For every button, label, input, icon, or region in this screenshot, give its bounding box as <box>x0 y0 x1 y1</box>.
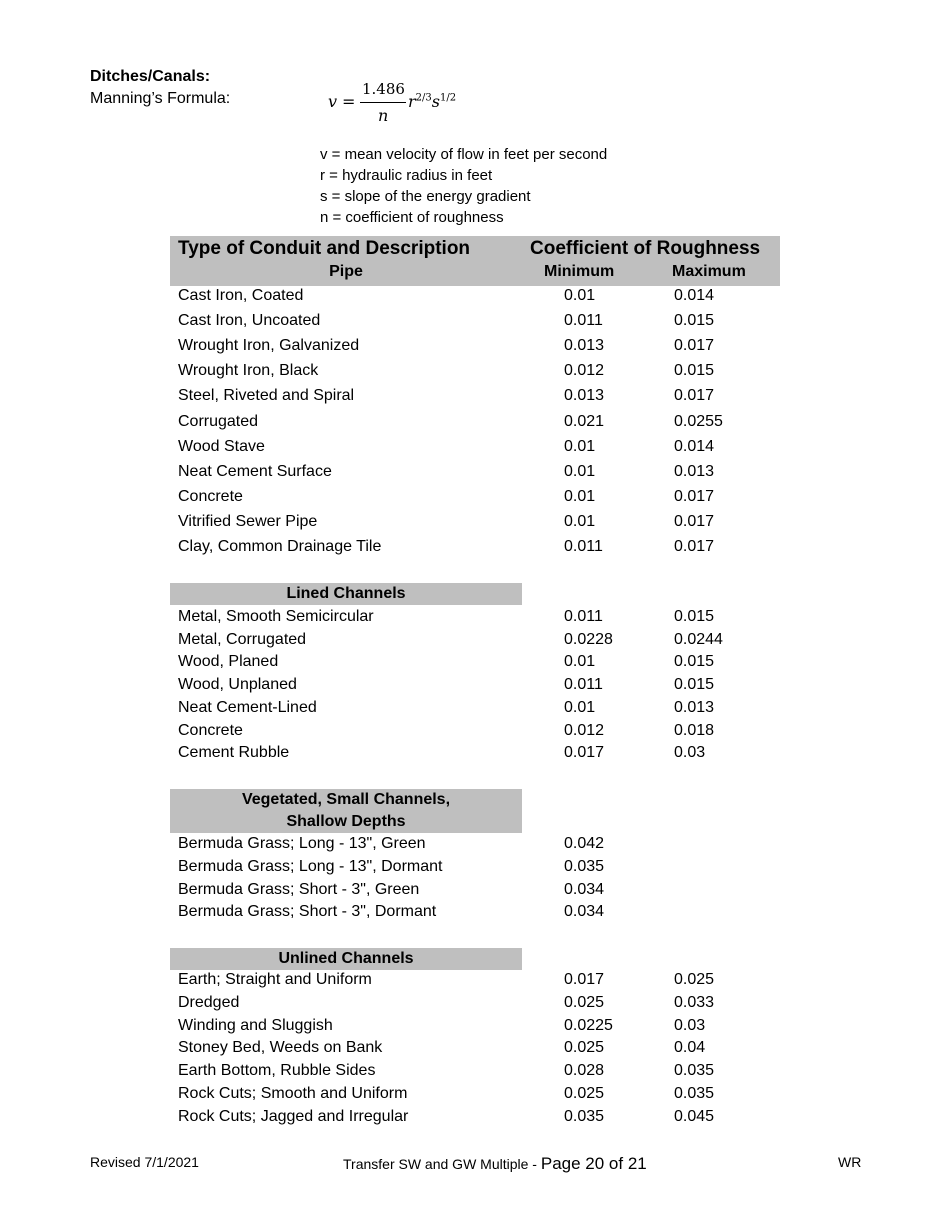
row-description: Clay, Common Drainage Tile <box>178 538 382 555</box>
row-maximum: 0.015 <box>674 653 715 671</box>
row-description: Rock Cuts; Jagged and Irregular <box>178 1107 409 1125</box>
row-minimum: 0.042 <box>564 835 605 852</box>
formula-denominator: n <box>378 106 389 125</box>
row-minimum: 0.01 <box>564 512 596 530</box>
formula-numerator: 1.486 <box>362 80 405 98</box>
column-title-type: Type of Conduit and Description <box>178 238 471 259</box>
row-minimum: 0.01 <box>564 287 596 304</box>
footer-form: Transfer SW and GW Multiple - <box>343 1156 541 1172</box>
row-minimum: 0.011 <box>564 538 603 555</box>
row-minimum: 0.035 <box>564 1107 605 1125</box>
row-maximum: 0.025 <box>674 971 715 988</box>
row-maximum: 0.017 <box>674 387 715 405</box>
row-description: Wrought Iron, Galvanized <box>178 337 360 355</box>
row-maximum: 0.015 <box>674 608 715 625</box>
row-description: Neat Cement-Lined <box>178 698 317 716</box>
variable-definitions <box>320 144 607 228</box>
column-maximum: Maximum <box>672 263 746 280</box>
row-maximum: 0.0244 <box>674 630 723 648</box>
row-minimum: 0.028 <box>564 1062 605 1080</box>
vegetated-label-line2: Shallow Depths <box>286 813 406 830</box>
row-description: Bermuda Grass; Long - 13", Dormant <box>178 857 443 875</box>
row-maximum: 0.0255 <box>674 412 723 430</box>
definition-n: n = coefficient of roughness <box>320 209 504 226</box>
row-maximum: 0.015 <box>674 676 715 694</box>
row-description: Wood, Unplaned <box>178 676 297 694</box>
row-maximum: 0.03 <box>674 1016 706 1034</box>
row-minimum: 0.01 <box>564 462 596 480</box>
row-description: Earth Bottom, Rubble Sides <box>178 1062 376 1080</box>
footer-center <box>343 1154 647 1174</box>
row-minimum: 0.025 <box>564 1039 605 1057</box>
definition-v: v = mean velocity of flow in feet per second <box>320 146 608 163</box>
footer-page: Page 20 of 21 <box>540 1154 647 1173</box>
row-description: Wrought Iron, Black <box>178 362 319 380</box>
row-maximum: 0.015 <box>674 362 715 380</box>
row-minimum: 0.012 <box>564 721 605 739</box>
row-description: Stoney Bed, Weeds on Bank <box>178 1039 383 1057</box>
row-maximum: 0.035 <box>674 1062 715 1080</box>
row-maximum: 0.04 <box>674 1039 706 1057</box>
section-label-lined: Lined Channels <box>170 583 522 605</box>
row-maximum: 0.017 <box>674 538 715 555</box>
row-description: Cast Iron, Uncoated <box>178 312 321 330</box>
row-minimum: 0.035 <box>564 857 605 875</box>
formula-label: Manning’s Formula: <box>90 90 231 107</box>
row-description: Concrete <box>178 721 243 739</box>
row-minimum: 0.01 <box>564 437 596 455</box>
formula-r: r <box>408 92 416 111</box>
footer-code: WR <box>838 1154 862 1170</box>
row-minimum: 0.011 <box>564 312 603 330</box>
row-minimum: 0.025 <box>564 993 605 1011</box>
row-description: Bermuda Grass; Short - 3", Dormant <box>178 903 437 921</box>
row-minimum: 0.0225 <box>564 1016 613 1034</box>
row-description: Vitrified Sewer Pipe <box>178 512 318 530</box>
row-description: Corrugated <box>178 412 259 430</box>
row-maximum: 0.035 <box>674 1085 715 1102</box>
row-description: Neat Cement Surface <box>178 462 332 480</box>
row-description: Wood, Planed <box>178 653 279 671</box>
row-description: Winding and Sluggish <box>178 1016 333 1034</box>
row-maximum: 0.017 <box>674 337 715 355</box>
row-minimum: 0.012 <box>564 362 605 380</box>
row-minimum: 0.011 <box>564 608 603 625</box>
row-maximum: 0.014 <box>674 287 715 304</box>
vegetated-label-line1: Vegetated, Small Channels, <box>241 791 451 808</box>
row-minimum: 0.0228 <box>564 630 613 648</box>
row-minimum: 0.013 <box>564 387 605 405</box>
section-label-unlined: Unlined Channels <box>170 948 522 970</box>
row-minimum: 0.01 <box>564 653 596 671</box>
formula-terms <box>408 92 456 111</box>
row-maximum: 0.017 <box>674 512 715 530</box>
section-heading: Ditches/Canals: <box>90 68 211 85</box>
column-minimum: Minimum <box>544 263 615 280</box>
fraction-bar <box>360 102 406 103</box>
row-minimum: 0.034 <box>564 903 605 921</box>
row-maximum: 0.045 <box>674 1107 715 1125</box>
row-minimum: 0.011 <box>564 676 603 694</box>
section-label-pipe: Pipe <box>329 263 363 280</box>
row-description: Concrete <box>178 487 243 505</box>
definition-r: r = hydraulic radius in feet <box>320 167 493 184</box>
row-description: Metal, Smooth Semicircular <box>178 608 374 625</box>
row-maximum: 0.03 <box>674 744 706 762</box>
row-minimum: 0.021 <box>564 412 605 430</box>
row-minimum: 0.01 <box>564 487 596 505</box>
row-minimum: 0.025 <box>564 1085 605 1102</box>
row-minimum: 0.034 <box>564 880 605 898</box>
column-title-coefficient: Coefficient of Roughness <box>530 238 761 259</box>
row-description: Metal, Corrugated <box>178 630 307 648</box>
formula-lhs: v <box>328 92 338 111</box>
row-description: Rock Cuts; Smooth and Uniform <box>178 1085 408 1102</box>
row-maximum: 0.015 <box>674 312 715 330</box>
row-description: Cement Rubble <box>178 744 290 762</box>
formula-s-exponent: 1/2 <box>439 92 457 104</box>
row-description: Cast Iron, Coated <box>178 287 304 304</box>
section-label-vegetated <box>170 789 522 833</box>
footer-revised: Revised 7/1/2021 <box>90 1154 199 1170</box>
row-maximum: 0.013 <box>674 698 715 716</box>
row-maximum: 0.017 <box>674 487 715 505</box>
row-maximum: 0.014 <box>674 437 715 455</box>
row-minimum: 0.017 <box>564 744 605 762</box>
row-description: Bermuda Grass; Short - 3", Green <box>178 880 420 898</box>
formula-equals: = <box>342 92 356 111</box>
row-minimum: 0.017 <box>564 971 605 988</box>
row-maximum: 0.033 <box>674 993 715 1011</box>
mannings-formula <box>328 80 488 128</box>
row-maximum: 0.018 <box>674 721 715 739</box>
formula-s: s <box>431 92 440 111</box>
row-maximum: 0.013 <box>674 462 715 480</box>
definition-s: s = slope of the energy gradient <box>320 188 531 205</box>
row-description: Earth; Straight and Uniform <box>178 971 372 988</box>
row-description: Wood Stave <box>178 437 265 455</box>
row-minimum: 0.01 <box>564 698 596 716</box>
row-minimum: 0.013 <box>564 337 605 355</box>
row-description: Bermuda Grass; Long - 13", Green <box>178 835 426 852</box>
row-description: Steel, Riveted and Spiral <box>178 387 355 405</box>
table-header <box>170 236 780 286</box>
formula-r-exponent: 2/3 <box>415 92 432 104</box>
row-description: Dredged <box>178 993 240 1011</box>
